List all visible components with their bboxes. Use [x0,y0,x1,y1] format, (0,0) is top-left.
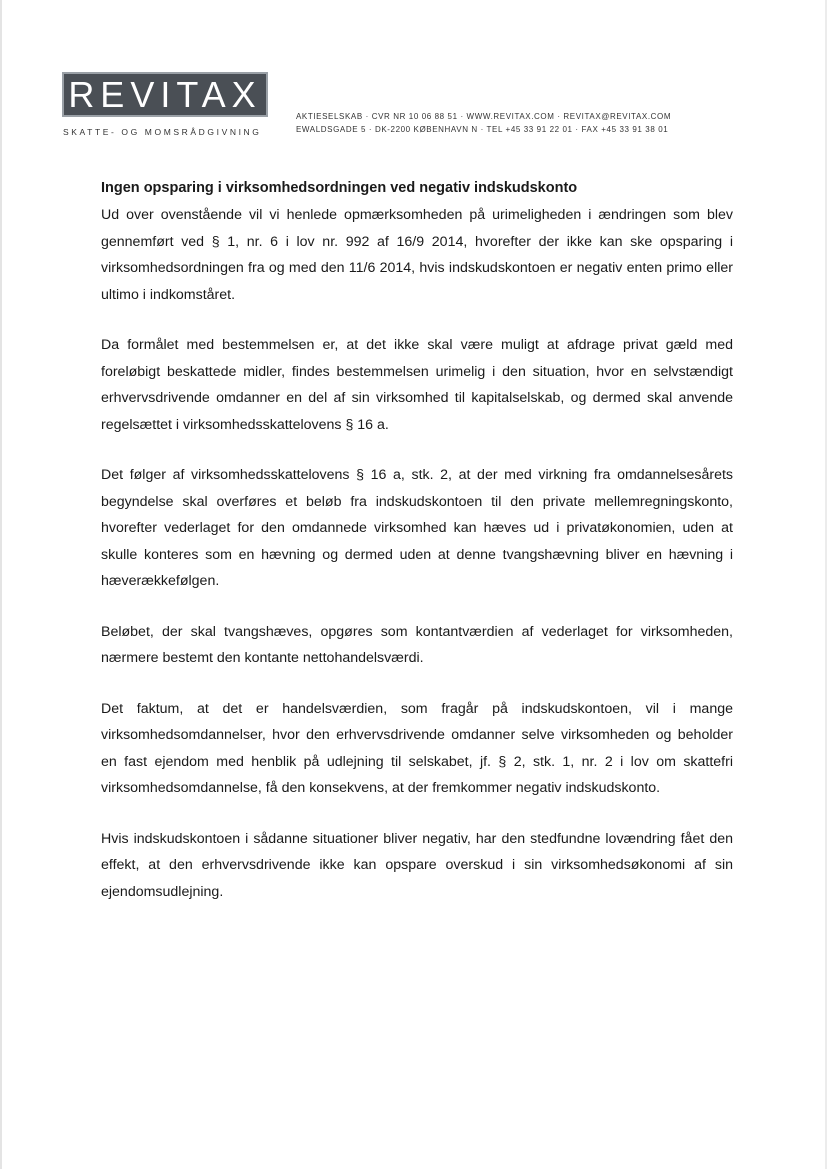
company-tagline: SKATTE- OG MOMSRÅDGIVNING [63,127,262,137]
paragraph: Hvis indskudskontoen i sådanne situationer bliver negativ, har den stedfundne lovændring fået den effekt, at den erhvervsdrivende ikke kan opspare overskud i sin virksomhedsøkonomi af sin ejendomsudlejning. [101,830,733,900]
company-info-line-1: AKTIESELSKAB · CVR NR 10 06 88 51 · WWW.REVITAX.COM · REVITAX@REVITAX.COM [296,112,672,121]
document-body [101,180,733,929]
logo-text: REVITAX [68,73,262,115]
paragraph: Det faktum, at det er handelsværdien, som fragår på indskudskontoen, vil i mange virksomhedsomdannelser, hvor den erhvervsdrivende omdanner selve virksomheden og beholder en fast ejendom med henblik på udlejning til selskabet, jf. § 2, stk. 1, nr. 2 i lov om skattefri virksomhedsomdannelse, få den konsekvens, at der fremkommer negativ indskudskonto. [101,700,733,796]
company-info [296,110,766,136]
paragraph: Det følger af virksomhedsskattelovens § 16 a, stk. 2, at der med virkning fra omdannelsesårets begyndelse skal overføres et beløb fra indskudskontoen til den private mellemregningskonto, hvorefter vederlaget for den omdannede virksomhed kan hæves ud i privatøkonomien, uden at skulle konteres som en hævning og dermed uden at denne tvangshævning bliver en hævning i hæverækkefølgen. [101,467,733,589]
paragraph: Ud over ovenstående vil vi henlede opmærksomheden på urimeligheden i ændringen som blev gennemført ved § 1, nr. 6 i lov nr. 992 af 16/9 2014, hvorefter der ikke kan ske opsparing i virksomhedsordningen fra og med den 11/6 2014, hvis indskudskontoen er negativ enten primo eller ultimo i indkomståret. [101,207,733,303]
page-edge-left [0,0,2,1169]
company-logo [62,72,268,117]
document-heading: Ingen opsparing i virksomhedsordningen ved negativ indskudskonto [101,180,578,196]
company-info-line-2: EWALDSGADE 5 · DK-2200 KØBENHAVN N · TEL +45 33 91 22 01 · FAX +45 33 91 38 01 [296,125,669,134]
paragraph: Beløbet, der skal tvangshæves, opgøres som kontantværdien af vederlaget for virksomheden, nærmere bestemt den kontante nettohandelsværdi. [101,623,733,666]
paragraph: Da formålet med bestemmelsen er, at det ikke skal være muligt at afdrage privat gæld med foreløbigt beskattede midler, findes bestemmelsen urimelig i den situation, hvor en selvstændigt erhvervsdrivende omdanner en del af sin virksomhed til kapitalselskab, og dermed skal anvende regelsættet i virksomhedsskattelovens § 16 a. [101,337,733,433]
